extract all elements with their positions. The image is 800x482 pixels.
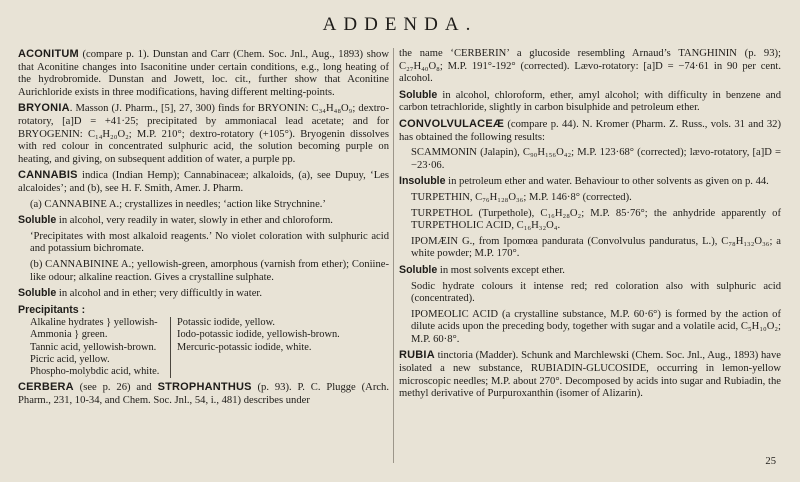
entry-convolvulaceae	[399, 118, 781, 144]
entry-cannabis	[18, 169, 389, 195]
entry-title-rubia: RUBIA	[399, 349, 435, 362]
entry-title-strophanthus: STROPHANTHUS	[157, 381, 252, 394]
soluble-cerberin	[399, 89, 781, 115]
entry-rubia	[399, 349, 781, 400]
precipitant-item: Potassic iodide, yellow.	[177, 317, 276, 329]
precipitants-right	[171, 317, 390, 378]
entry-text-cerbera: (p. 93). P. C. Plugge (Arch. Pharm., 231, 10-34, and Chem. Soc. Jnl., 54, i., 481) describes under	[18, 382, 389, 406]
soluble-b-text: in alcohol and in ether; very difficultly in water.	[56, 288, 263, 300]
entry-title-convolvulaceae: CONVOLVULACEÆ	[399, 117, 505, 130]
entry-title-aconitum: ACONITUM	[18, 48, 79, 60]
entry-title-cannabis: CANNABIS	[18, 169, 78, 182]
scammonin: SCAMMONIN (Jalapin), C₉₀H₁₅₆O₄₂; M.P. 123·68° (corrected); lævo-rotatory, [a]D = −23·06.	[411, 147, 781, 171]
page-number: 25	[765, 456, 776, 467]
entry-mid-cerbera: (see p. 26) and	[73, 382, 158, 394]
entry-cerbera	[18, 381, 389, 407]
precipitant-item: Mercuric-potassic iodide, white.	[177, 341, 312, 353]
precipitants-label: Precipitants :	[18, 303, 86, 316]
right-column	[399, 48, 781, 404]
soluble-ipo	[399, 264, 781, 278]
turpethol: TURPETHOL (Turpethole), C₁₆H₂₈O₂; M.P. 85·76°; the anhydride apparently of TURPETHOLIC ACID, C₁₆H₃₂O₄.	[411, 207, 781, 232]
cannabinine-b: (b) CANNABININE A.; yellowish-green, amorphous (varnish from ether); Coniine-like odour; alkaline reaction. Gives a crystalline sulphate.	[30, 258, 389, 283]
column-divider	[393, 48, 394, 463]
precipitant-item: Iodo-potassic iodide, yellowish-brown.	[177, 329, 340, 341]
entry-aconitum	[18, 48, 389, 99]
soluble-ipo-text: in most solvents except ether.	[437, 264, 565, 276]
entry-title-cerbera: CERBERA	[18, 381, 74, 394]
insoluble-label: Insoluble	[399, 175, 446, 188]
precipitant-item: Phospho-molybdic acid, white.	[30, 366, 160, 378]
soluble-a-text: in alcohol, very readily in water, slowly in ether and chloroform.	[56, 215, 333, 227]
ipomaein: IPOMÆIN G., from Ipomœa pandurata (Convolvulus panduratus, L.), C₇₈H₁₃₂O₃₆; a white powder; M.P. 170°.	[411, 235, 781, 260]
entry-text-bryonia: . Masson (J. Pharm., [5], 27, 300) finds for BRYONIN: C₃₄H₄₈O₉; dextro-rotatory, [a]D = +41·25; precipitated by ammoniacal lead acetate; and for BRYOGENIN: C₁₄H₂₀O₂; M.P. 210°; dextro-rotatory (+105°). Bryogenin dissolves with red colour in concentrated sulphuric acid, the solution becoming purple on heating, and giving, on subsequent addition of water, a purple pp.	[18, 103, 389, 165]
ipomeolic-acid: IPOMEOLIC ACID (a crystalline substance, M.P. 60·6°) is formed by the action of dilute acids upon the preceding body, together with sugar and a volatile acid, C₅H₁₀O₂; M.P. 60·8°.	[411, 308, 781, 345]
soluble-a-label: Soluble	[18, 214, 57, 227]
precipitant-item: Tannic acid, yellowish-brown.	[30, 341, 157, 353]
precipitants-left	[18, 317, 171, 378]
entry-text-convolvulaceae: (compare p. 44). N. Kromer (Pharm. Z. Russ., vols. 31 and 32) has obtained the following results:	[399, 118, 781, 143]
insoluble-text: in petroleum ether and water. Behaviour to other solvents as given on p. 44.	[445, 176, 769, 188]
soluble-a	[18, 214, 389, 228]
entry-text-rubia: tinctoria (Madder). Schunk and Marchlewski (Chem. Soc. Jnl., Aug., 1893) have isolated a new substance, RUBIADIN-GLUCOSIDE, occurring in lemon-yellow microscopic needles; M.P. about 270°. Decomposed by acids into sugar and Rubiadin, the methyl derivative of Purpuroxanthin (isomer of Alizarin).	[399, 350, 781, 400]
precipitant-item: Ammonia } green.	[30, 329, 108, 341]
soluble-cerberin-text: in alcohol, chloroform, ether, amyl alcohol; with difficulty in benzene and carbon tetrachloride, slightly in carbon bisulphide and petroleum ether.	[399, 89, 781, 114]
turpethin: TURPETHIN, C₇₆H₁₂₈O₃₆; M.P. 146·8° (corrected).	[411, 191, 632, 203]
entry-text-cannabis: indica (Indian Hemp); Cannabinaceæ; alkaloids, (a), see Dupuy, ‘Les alcaloides’; and (b), see H. F. Smith, Amer. J. Pharm.	[18, 170, 389, 194]
page-heading: ADDENDA.	[322, 14, 478, 35]
soluble-cerberin-label: Soluble	[399, 88, 438, 101]
precipitates-a: ‘Precipitates with most alkaloid reagents.’ No violet coloration with sulphuric acid and potassium bichromate.	[30, 230, 389, 255]
cerberin-text: the name ‘CERBERIN’ a glucoside resembling Arnaud’s TANGHININ (p. 93); C₂₇H₄₀O₈; M.P. 191°-192° (corrected). Lævo-rotatory: [a]D = −74·61 in 90 per cent. alcohol.	[399, 48, 781, 85]
soluble-ipo-label: Soluble	[399, 263, 438, 276]
precipitant-item: Alkaline hydrates } yellowish-	[30, 317, 158, 329]
cannabine-a: (a) CANNABINE A.; crystallizes in needles; ‘action like Strychnine.’	[30, 198, 326, 210]
entry-text-aconitum: (compare p. 1). Dunstan and Carr (Chem. Soc. Jnl., Aug., 1893) show that Aconitine changes into Isaconitine under certain conditions, e.g., long heating of the hydrobromide. Dunstan and Jowett, loc. cit., further show that Aconitine Aurichloride exists in three modifications, having different melting-points.	[18, 49, 389, 98]
insoluble	[399, 175, 781, 189]
soluble-b	[18, 287, 389, 301]
entry-title-bryonia: BRYONIA	[18, 102, 70, 115]
soluble-b-label: Soluble	[18, 287, 57, 300]
left-column	[18, 48, 389, 410]
soda-reaction: Sodic hydrate colours it intense red; red coloration also with sulphuric acid (concentrated).	[411, 280, 781, 305]
precipitants-table	[18, 317, 389, 378]
precipitant-item: Picric acid, yellow.	[30, 353, 110, 365]
entry-bryonia	[18, 102, 389, 166]
